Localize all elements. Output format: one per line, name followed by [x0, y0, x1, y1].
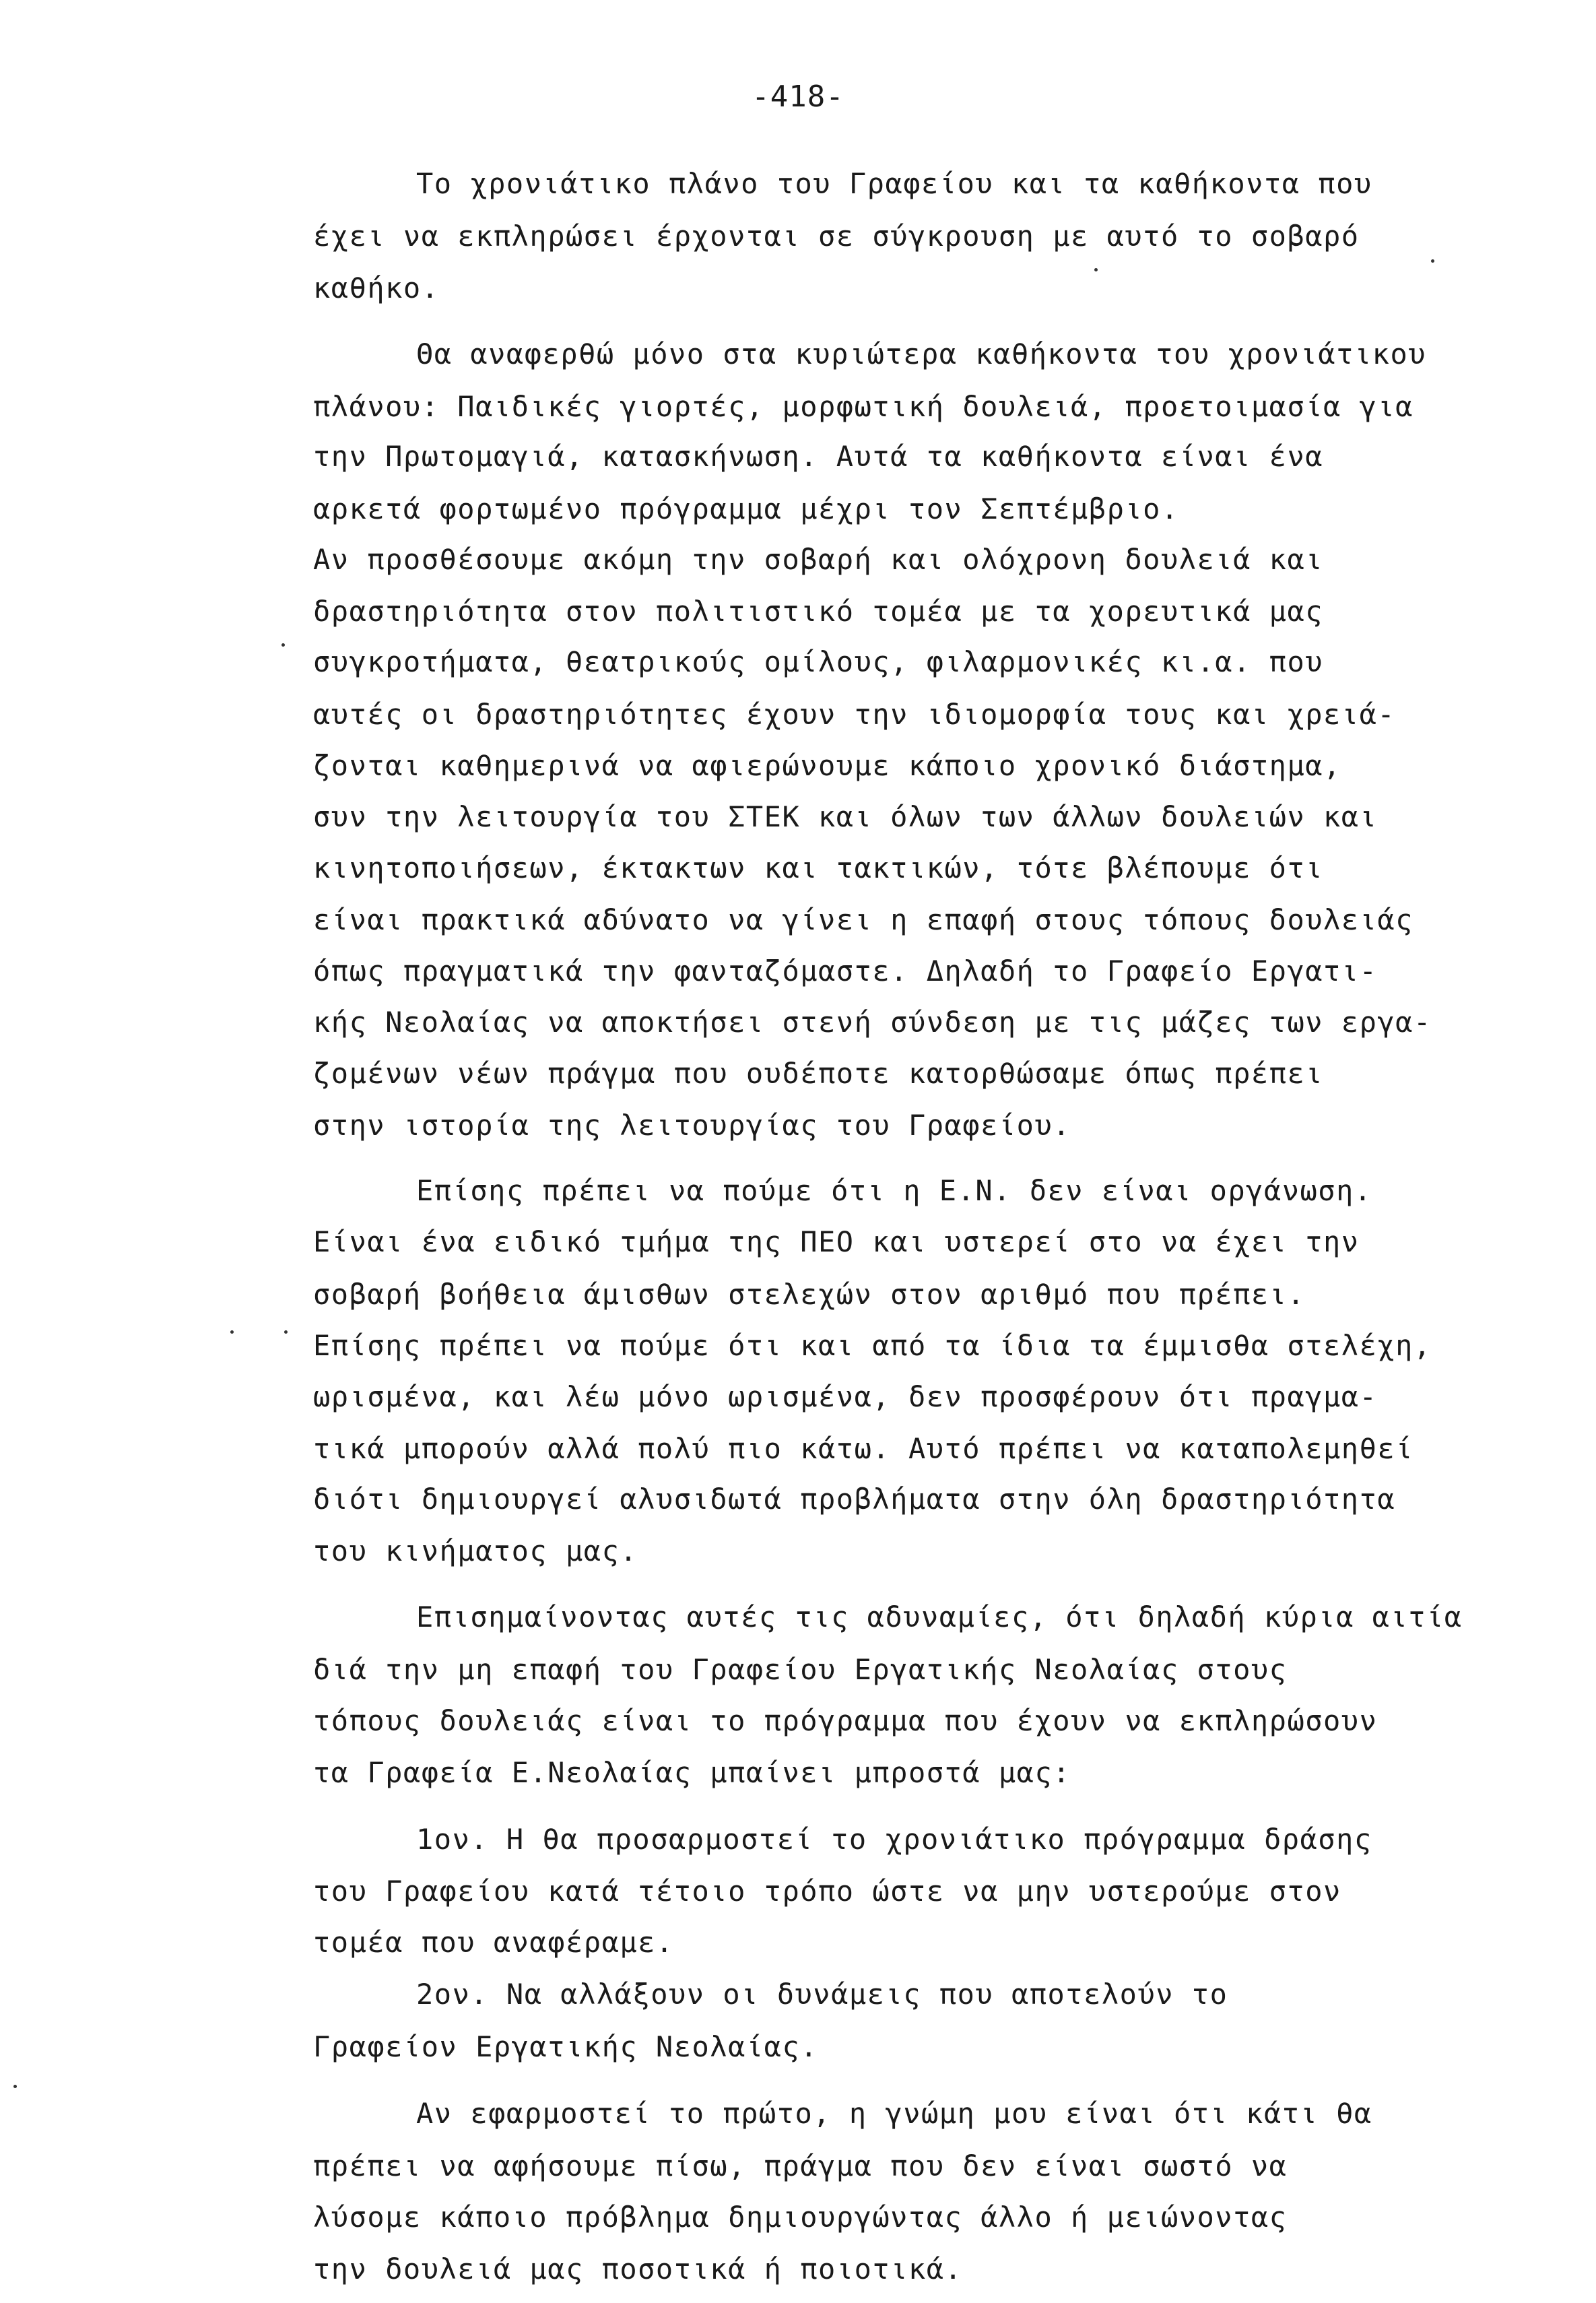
text-line: τομέα που αναφέραμε. — [313, 1926, 674, 1959]
text-line: στην ιστορία της λειτουργίας του Γραφείου. — [313, 1109, 1071, 1142]
text-line: σοβαρή βοήθεια άμισθων στελεχών στον αριθμό που πρέπει. — [313, 1278, 1306, 1311]
text-line: καθήκο. — [313, 271, 440, 304]
text-line: του Γραφείου κατά τέτοιο τρόπο ώστε να μην υστερούμε στον — [313, 1875, 1341, 1908]
text-line: Θα αναφερθώ μόνο στα κυριώτερα καθήκοντα του χρονιάτικου — [416, 337, 1427, 370]
text-line: πρέπει να αφήσουμε πίσω, πράγμα που δεν είναι σωστό να — [313, 2149, 1288, 2182]
text-line: δραστηριότητα στον πολιτιστικό τομέα με τα χορευτικά μας — [313, 595, 1324, 628]
scan-speck — [284, 1330, 288, 1334]
text-line: ζονται καθημερινά να αφιερώνουμε κάποιο χρονικό διάστημα, — [313, 749, 1341, 782]
text-line: πλάνου: Παιδικές γιορτές, μορφωτική δουλειά, προετοιμασία για — [313, 390, 1414, 423]
text-line: λύσομε κάποιο πρόβλημα δημιουργώντας άλλο ή μειώνοντας — [313, 2201, 1288, 2234]
text-line: συν την λειτουργία του ΣΤΕΚ και όλων των άλλων δουλειών και — [313, 800, 1378, 833]
text-line: κής Νεολαίας να αποκτήσει στενή σύνδεση με τις μάζες των εργα- — [313, 1006, 1432, 1039]
text-line: αυτές οι δραστηριότητες έχουν την ιδιομορφία τους και χρειά- — [313, 698, 1396, 731]
text-line: κινητοποιήσεων, έκτακτων και τακτικών, τότε βλέπουμε ότι — [313, 851, 1324, 884]
text-line: ωρισμένα, και λέω μόνο ωρισμένα, δεν προσφέρουν ότι πραγμα- — [313, 1380, 1378, 1413]
text-line: του κινήματος μας. — [313, 1534, 638, 1567]
text-line: διότι δημιουργεί αλυσιδωτά προβλήματα στην όλη δραστηριότητα — [313, 1483, 1396, 1516]
text-line: διά την μη επαφή του Γραφείου Εργατικής Νεολαίας στους — [313, 1653, 1288, 1686]
text-line: Γραφείον Εργατικής Νεολαίας. — [313, 2030, 819, 2063]
text-line: ζομένων νέων πράγμα που ουδέποτε κατορθώσαμε όπως πρέπει — [313, 1057, 1324, 1090]
text-line: Είναι ένα ειδικό τμήμα της ΠΕΟ και υστερεί στο να έχει την — [313, 1225, 1360, 1258]
text-line: την δουλειά μας ποσοτικά ή ποιοτικά. — [313, 2252, 963, 2285]
text-line: Αν προσθέσουμε ακόμη την σοβαρή και ολόχρονη δουλειά και — [313, 543, 1324, 576]
text-line: συγκροτήματα, θεατρικούς ομίλους, φιλαρμονικές κι.α. που — [313, 645, 1324, 678]
text-line: τόπους δουλειάς είναι το πρόγραμμα που έχουν να εκπληρώσουν — [313, 1704, 1378, 1737]
text-line: 2ον. Να αλλάξουν οι δυνάμεις που αποτελούν το — [416, 1978, 1228, 2011]
text-line: Επίσης πρέπει να πούμε ότι και από τα ίδια τα έμμισθα στελέχη, — [313, 1329, 1432, 1362]
scan-speck — [1094, 268, 1098, 271]
scan-speck — [281, 643, 285, 647]
scan-speck — [230, 1330, 234, 1334]
text-line: την Πρωτομαγιά, κατασκήνωση. Αυτά τα καθήκοντα είναι ένα — [313, 440, 1324, 473]
scan-speck — [13, 2085, 17, 2088]
text-line: Αν εφαρμοστεί το πρώτο, η γνώμη μου είναι ότι κάτι θα — [416, 2097, 1372, 2130]
text-line: Το χρονιάτικο πλάνο του Γραφείου και τα καθήκοντα που — [416, 167, 1372, 200]
text-line: 1ον. Η θα προσαρμοστεί το χρονιάτικο πρόγραμμα δράσης — [416, 1823, 1372, 1856]
page-number: -418- — [752, 79, 844, 114]
text-line: τα Γραφεία Ε.Νεολαίας μπαίνει μπροστά μας: — [313, 1756, 1071, 1789]
text-line: αρκετά φορτωμένο πρόγραμμα μέχρι τον Σεπτέμβριο. — [313, 492, 1179, 525]
text-line: τικά μπορούν αλλά πολύ πιο κάτω. Αυτό πρέπει να καταπολεμηθεί — [313, 1432, 1414, 1465]
scan-speck — [1431, 259, 1434, 263]
text-line: είναι πρακτικά αδύνατο να γίνει η επαφή στους τόπους δουλειάς — [313, 903, 1414, 936]
text-line: Επίσης πρέπει να πούμε ότι η Ε.Ν. δεν είναι οργάνωση. — [416, 1174, 1372, 1207]
text-line: έχει να εκπληρώσει έρχονται σε σύγκρουση με αυτό το σοβαρό — [313, 220, 1360, 253]
text-line: Επισημαίνοντας αυτές τις αδυναμίες, ότι δηλαδή κύρια αιτία — [416, 1600, 1463, 1633]
text-line: όπως πραγματικά την φανταζόμαστε. Δηλαδή το Γραφείο Εργατι- — [313, 954, 1378, 987]
